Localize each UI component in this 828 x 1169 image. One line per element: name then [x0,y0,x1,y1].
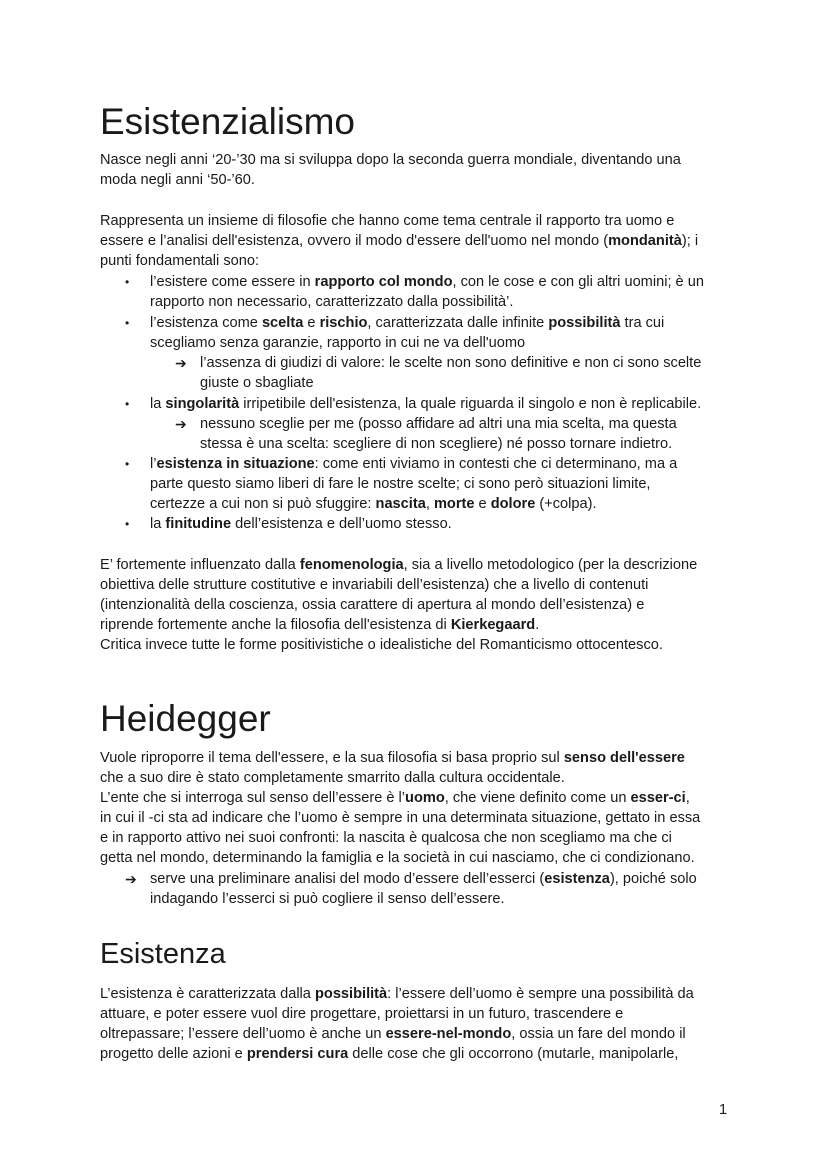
bullet-2-line-2: scegliamo senza garanzie, rapporto in cui ne va dell'uomo [150,335,526,351]
bullet-3-sub-line-1: nessuno sceglie per me (posso affidare ad altri una mia scelta, ma questa [200,416,677,432]
bullet-4-line-2: parte questo siamo liberi di fare le nostre scelte; ci sono però situazioni limite, [150,476,651,492]
esistenza-line-1: L’esistenza è caratterizzata dalla possibilità: l’essere dell’uomo è sempre una possibilità da [100,986,694,1002]
bullet-icon: • [125,397,130,411]
para2-line-5: Critica invece tutte le forme positivistiche o idealistiche del Romanticismo ottocentesco. [100,637,663,653]
heidegger-sub-line-1: serve una preliminare analisi del modo d’essere dell’esserci (esistenza), poiché solo [150,871,697,887]
esistenza-line-2: attuare, e poter essere vuol dire progettare, proiettarsi in un futuro, trascendere e [100,1006,624,1022]
bullet-icon: • [125,517,130,531]
bullet-4-line-1: l’esistenza in situazione: come enti viviamo in contesti che ci determinano, ma a [150,456,678,472]
heidegger-line-3: L’ente che si interroga sul senso dell’essere è l’uomo, che viene definito come un esser-ci, [100,790,690,806]
esistenza-line-4: progetto delle azioni e prendersi cura delle cose che gli occorrono (mutarle, manipolarle, [100,1046,679,1062]
bullet-icon: • [125,316,130,330]
intro-line-1: Nasce negli anni ‘20-’30 ma si sviluppa dopo la seconda guerra mondiale, diventando una [100,152,681,168]
arrow-icon: ➔ [175,355,187,371]
bullet-3-sub-line-2: stessa è una scelta: scegliere di non scegliere) né posso tornare indietro. [200,436,673,452]
heidegger-line-2: che a suo dire è stato completamente smarrito dalla cultura occidentale. [100,770,565,786]
bullet-2-line-1: l’esistenza come scelta e rischio, caratterizzata dalle infinite possibilità tra cui [150,315,665,331]
heading-esistenza: Esistenza [100,938,226,970]
heidegger-line-4: in cui il -ci sta ad indicare che l’uomo è sempre in una determinata situazione, gettato in essa [100,810,701,826]
heading-esistenzialismo: Esistenzialismo [100,101,355,142]
bullet-3-line-1: la singolarità irripetibile dell'esistenza, la quale riguarda il singolo e non è replicabile. [150,396,702,412]
intro-line-2: moda negli anni ‘50-’60. [100,172,255,188]
bullet-2-sub-line-1: l’assenza di giudizi di valore: le scelte non sono definitive e non ci sono scelte [200,355,702,371]
page-number: 1 [719,1102,728,1118]
heidegger-line-6: getta nel mondo, determinando la famiglia e la società in cui nasciamo, che ci condizionano. [100,850,695,866]
para-line-2: essere e l’analisi dell'esistenza, ovvero il modo d'essere dell'uomo nel mondo (mondanità); i [100,233,699,249]
arrow-icon: ➔ [175,416,187,432]
para-line-1: Rappresenta un insieme di filosofie che hanno come tema centrale il rapporto tra uomo e [100,213,675,229]
heidegger-line-5: e in rapporto attivo nei suoi confronti: la nascita è qualcosa che non scegliamo ma che ci [100,830,672,846]
bullet-icon: • [125,457,130,471]
para-line-3: punti fondamentali sono: [100,253,260,269]
para2-line-3: (intenzionalità della coscienza, ossia carattere di apertura al mondo dell’esistenza) e [100,597,645,613]
bullet-2-sub-line-2: giuste o sbagliate [200,375,314,391]
bullet-1-line-1: l’esistere come essere in rapporto col mondo, con le cose e con gli altri uomini; è un [150,274,704,290]
para2-line-2: obiettiva delle strutture costitutive e invariabili dell’esistenza) che a livello di contenuti [100,577,649,593]
heading-heidegger: Heidegger [100,698,271,739]
heidegger-sub-line-2: indagando l’esserci si può cogliere il senso dell’essere. [150,891,505,907]
esistenza-line-3: oltrepassare; l’essere dell’uomo è anche un essere-nel-mondo, ossia un fare del mondo il [100,1026,686,1042]
bullet-1-line-2: rapporto non necessario, caratterizzato dalla possibilità’. [150,294,514,310]
bullet-5-line-1: la finitudine dell’esistenza e dell’uomo stesso. [150,516,452,532]
bullet-icon: • [125,275,130,289]
heidegger-line-1: Vuole riproporre il tema dell'essere, e la sua filosofia si basa proprio sul senso dell'essere [100,750,685,766]
para2-line-4: riprende fortemente anche la filosofia dell'esistenza di Kierkegaard. [100,617,540,633]
bullet-4-line-3: certezze a cui non si può sfuggire: nascita, morte e dolore (+colpa). [150,496,597,512]
para2-line-1: E’ fortemente influenzato dalla fenomenologia, sia a livello metodologico (per la descrizione [100,557,698,573]
arrow-icon: ➔ [125,871,137,887]
